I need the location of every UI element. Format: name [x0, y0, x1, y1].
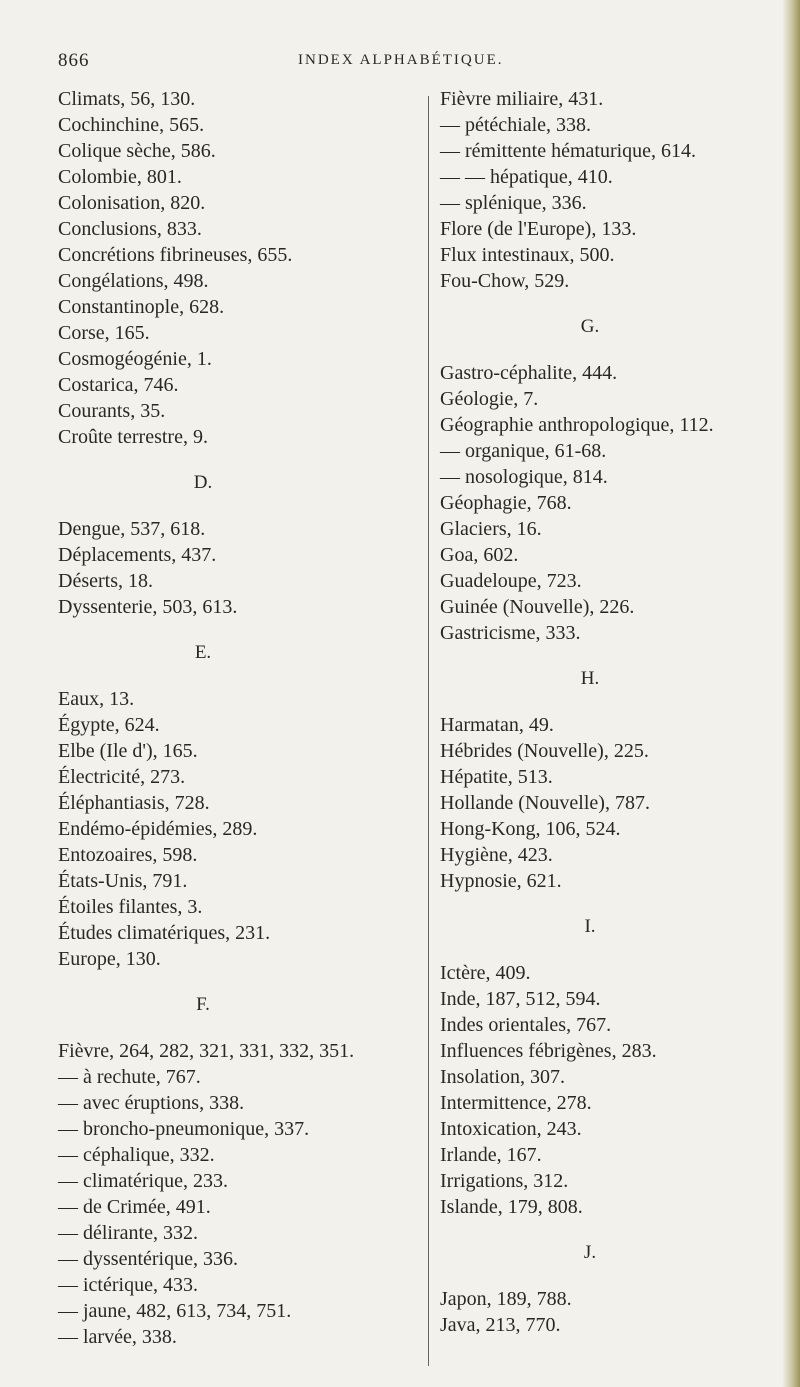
index-entry: Hépatite, 513.: [440, 766, 553, 788]
index-entry: Hong-Kong, 106, 524.: [440, 818, 621, 840]
section-h-entries: [440, 712, 800, 894]
index-entry: Courants, 35.: [58, 400, 166, 422]
index-entry: Hygiène, 423.: [440, 844, 553, 866]
index-entry: Goa, 602.: [440, 544, 519, 566]
index-entry: Fièvre miliaire, 431.: [440, 88, 604, 110]
index-subentry: — délirante, 332.: [58, 1222, 198, 1244]
index-subentry: — rémittente hématurique, 614.: [440, 140, 697, 162]
section-heading-g: G.: [580, 316, 600, 337]
index-entry: Cochinchine, 565.: [58, 114, 205, 136]
index-entry: Colonisation, 820.: [58, 192, 206, 214]
index-entry: Géophagie, 768.: [440, 492, 572, 514]
section-d-entries: [58, 516, 428, 620]
index-entry: Intermittence, 278.: [440, 1092, 592, 1114]
index-entry: Java, 213, 770.: [440, 1314, 561, 1336]
index-entry: Constantinople, 628.: [58, 296, 225, 318]
index-entry: Géologie, 7.: [440, 388, 539, 410]
index-entry: Croûte terrestre, 9.: [58, 426, 208, 448]
section-e-entries: [58, 686, 428, 972]
index-entry: Flux intestinaux, 500.: [440, 244, 615, 266]
index-entry: Conclusions, 833.: [58, 218, 202, 240]
index-subentry: — broncho-pneumonique, 337.: [58, 1118, 310, 1140]
index-entry: Guinée (Nouvelle), 226.: [440, 596, 635, 618]
index-entry: Intoxication, 243.: [440, 1118, 582, 1140]
index-entry: Colombie, 801.: [58, 166, 182, 188]
section-heading-j: J.: [583, 1242, 597, 1263]
section-heading-d: D.: [193, 472, 213, 493]
index-entry: Ictère, 409.: [440, 962, 531, 984]
section-heading-h: H.: [580, 668, 600, 689]
index-subentry: — organique, 61-68.: [440, 440, 607, 462]
section-f-continued-entries: [440, 86, 800, 294]
index-entry: Flore (de l'Europe), 133.: [440, 218, 637, 240]
index-entry: Gastricisme, 333.: [440, 622, 581, 644]
index-entry: Déserts, 18.: [58, 570, 153, 592]
index-entry: Hollande (Nouvelle), 787.: [440, 792, 650, 814]
index-subentry: — pétéchiale, 338.: [440, 114, 592, 136]
index-entry: Islande, 179, 808.: [440, 1196, 583, 1218]
index-entry: Études climatériques, 231.: [58, 922, 271, 944]
index-entry: Géographie anthropologique, 112.: [440, 414, 714, 436]
index-entry: Congélations, 498.: [58, 270, 209, 292]
index-entry: Irrigations, 312.: [440, 1170, 569, 1192]
index-entry: Concrétions fibrineuses, 655.: [58, 244, 293, 266]
index-entry: Électricité, 273.: [58, 766, 186, 788]
index-entry: Climats, 56, 130.: [58, 88, 196, 110]
page-edge-shadow: [782, 0, 800, 1387]
index-subentry: — avec éruptions, 338.: [58, 1092, 245, 1114]
index-entry: Europe, 130.: [58, 948, 161, 970]
index-entry: Influences fébrigènes, 283.: [440, 1040, 657, 1062]
index-entry: Cosmogéogénie, 1.: [58, 348, 212, 370]
index-entry: Eaux, 13.: [58, 688, 135, 710]
index-entry: Hypnosie, 621.: [440, 870, 562, 892]
section-f-entries: [58, 1038, 428, 1350]
index-entry: Costarica, 746.: [58, 374, 179, 396]
section-heading-i: I.: [584, 916, 596, 937]
index-entry: États-Unis, 791.: [58, 870, 188, 892]
index-subentry: — nosologique, 814.: [440, 466, 608, 488]
index-entry: Colique sèche, 586.: [58, 140, 216, 162]
index-subentry: — de Crimée, 491.: [58, 1196, 211, 1218]
index-subentry: — ictérique, 433.: [58, 1274, 198, 1296]
section-heading-e: E.: [194, 642, 212, 663]
running-title: INDEX ALPHABÉTIQUE.: [298, 52, 504, 68]
index-entry: Indes orientales, 767.: [440, 1014, 612, 1036]
index-entry: Entozoaires, 598.: [58, 844, 198, 866]
index-entry: Dengue, 537, 618.: [58, 518, 206, 540]
index-entry: Elbe (Ile d'), 165.: [58, 740, 198, 762]
left-column: [58, 86, 428, 1350]
index-subentry: — — hépatique, 410.: [440, 166, 613, 188]
index-entry: Étoiles filantes, 3.: [58, 896, 203, 918]
index-entry: Fièvre, 264, 282, 321, 331, 332, 351.: [58, 1040, 355, 1062]
index-entry: Endémo-épidémies, 289.: [58, 818, 258, 840]
index-entry: Glaciers, 16.: [440, 518, 542, 540]
index-entry: Insolation, 307.: [440, 1066, 565, 1088]
index-subentry: — larvée, 338.: [58, 1326, 177, 1348]
column-divider: [428, 96, 429, 1366]
section-c-entries: [58, 86, 428, 450]
right-column: [440, 86, 800, 1338]
index-entry: Guadeloupe, 723.: [440, 570, 582, 592]
index-subentry: — dyssentérique, 336.: [58, 1248, 238, 1270]
index-subentry: — splénique, 336.: [440, 192, 587, 214]
index-entry: Hébrides (Nouvelle), 225.: [440, 740, 649, 762]
index-entry: Égypte, 624.: [58, 714, 160, 736]
index-subentry: — jaune, 482, 613, 734, 751.: [58, 1300, 292, 1322]
section-heading-f: F.: [196, 994, 210, 1015]
index-entry: Inde, 187, 512, 594.: [440, 988, 601, 1010]
index-entry: Corse, 165.: [58, 322, 150, 344]
index-entry: Dyssenterie, 503, 613.: [58, 596, 238, 618]
section-j-entries: [440, 1286, 800, 1338]
index-subentry: — céphalique, 332.: [58, 1144, 215, 1166]
index-entry: Éléphantiasis, 728.: [58, 792, 210, 814]
page-number: 866: [58, 50, 90, 71]
index-entry: Harmatan, 49.: [440, 714, 554, 736]
index-subentry: — à rechute, 767.: [58, 1066, 201, 1088]
section-i-entries: [440, 960, 800, 1220]
index-entry: Gastro-céphalite, 444.: [440, 362, 618, 384]
index-subentry: — climatérique, 233.: [58, 1170, 228, 1192]
index-entry: Déplacements, 437.: [58, 544, 217, 566]
index-entry: Japon, 189, 788.: [440, 1288, 572, 1310]
section-g-entries: [440, 360, 800, 646]
index-entry: Irlande, 167.: [440, 1144, 542, 1166]
index-entry: Fou-Chow, 529.: [440, 270, 570, 292]
